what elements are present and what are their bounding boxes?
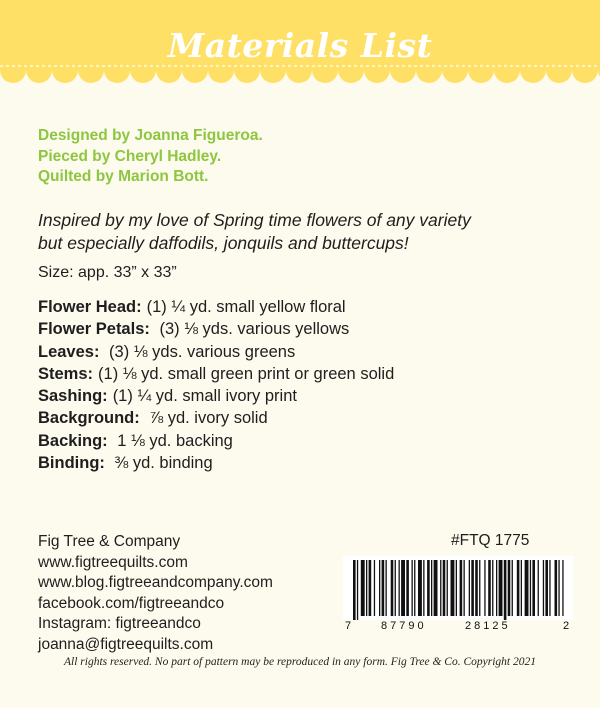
barcode (343, 556, 573, 640)
pattern-number: #FTQ 1775 (451, 532, 530, 549)
barcode-last-digit: 2 (563, 620, 570, 632)
email-link[interactable]: joanna@figtreequilts.com (38, 635, 214, 653)
intro-line-1: Inspired by my love of Spring time flowers of any variety (38, 210, 471, 230)
materials-list (38, 296, 394, 474)
material-item (38, 318, 394, 340)
quilter-credit: Quilted by Marion Bott. (38, 168, 209, 185)
material-item (38, 363, 394, 385)
piecer-credit: Pieced by Cheryl Hadley. (38, 147, 222, 165)
material-item (38, 296, 394, 318)
website-link[interactable]: www.figtreequilts.com (38, 553, 188, 571)
material-value: (3) ⅛ yds. various greens (104, 342, 296, 361)
material-label: Sashing: (38, 387, 108, 406)
page-title: Materials List (167, 26, 433, 65)
material-item (38, 452, 394, 474)
material-label: Flower Head: (38, 298, 142, 316)
material-item (38, 385, 394, 407)
material-value: ⅜ yd. binding (109, 454, 213, 473)
credits (38, 126, 263, 188)
material-value: ⅞ yd. ivory solid (144, 409, 268, 428)
quilt-size: Size: app. 33” x 33” (38, 264, 177, 281)
designer-credit: Designed by Joanna Figueroa. (38, 127, 263, 144)
instagram-handle[interactable]: Instagram: figtreeandco (38, 615, 201, 632)
material-value: (1) ¼ yd. small ivory print (112, 387, 297, 406)
material-value: (1) ⅛ yd. small green print or green solid (98, 364, 395, 383)
intro-text (38, 209, 578, 254)
blog-link[interactable]: www.blog.figtreeandcompany.com (38, 574, 273, 591)
material-item (38, 407, 394, 429)
company-name: Fig Tree & Company (38, 533, 181, 550)
material-label: Flower Petals: (38, 320, 150, 339)
copyright-notice: All rights reserved. No part of pattern may be reproduced in any form. Fig Tree & Co. Copyright 2021 (64, 656, 536, 668)
material-label: Background: (38, 409, 140, 428)
barcode-bars (343, 556, 573, 620)
material-item (38, 430, 394, 452)
material-value: (1) ¼ yd. small yellow floral (146, 298, 346, 316)
material-item (38, 341, 394, 363)
material-label: Leaves: (38, 342, 100, 361)
material-value: (3) ⅛ yds. various yellows (154, 320, 350, 339)
material-value: 1 ⅛ yd. backing (112, 431, 233, 450)
header-banner (0, 0, 600, 92)
barcode-first-digit: 7 (345, 620, 352, 632)
company-info (38, 532, 273, 655)
barcode-digits (343, 620, 573, 636)
barcode-left-group: 87790 (381, 620, 427, 632)
barcode-right-group: 28125 (465, 620, 511, 632)
intro-line-2: but especially daffodils, jonquils and buttercups! (38, 232, 409, 253)
material-label: Stems: (38, 364, 94, 383)
material-label: Binding: (38, 454, 105, 473)
material-label: Backing: (38, 431, 108, 450)
facebook-link[interactable]: facebook.com/figtreeandco (38, 594, 225, 612)
